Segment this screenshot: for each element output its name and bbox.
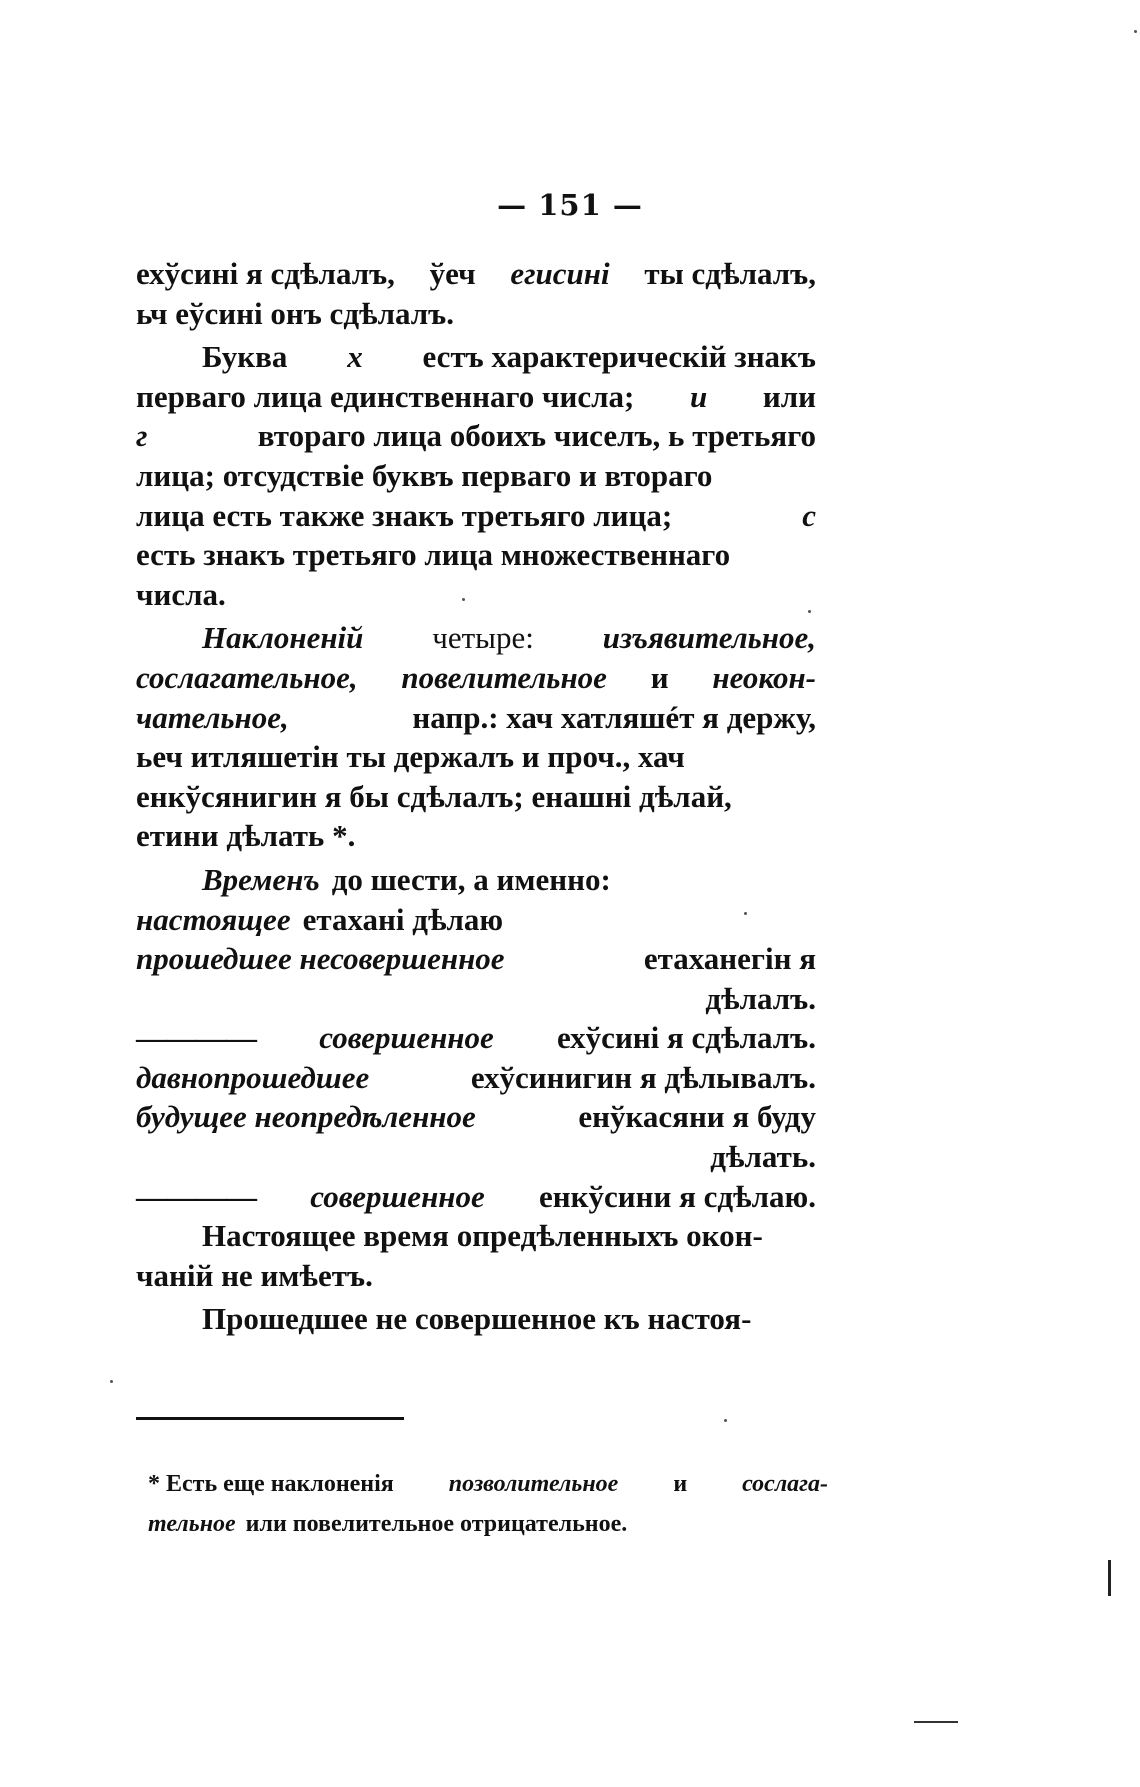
text-line: [136, 658, 816, 698]
italic-term: г: [136, 418, 148, 454]
text-fragment: ьч еўсині онъ сдѣлалъ.: [136, 295, 454, 331]
page-number: — 151 —: [497, 188, 643, 222]
text-line: [136, 1137, 816, 1177]
text-fragment: перваго лица единственнаго числа;: [136, 378, 635, 414]
italic-term: и: [690, 378, 708, 414]
italic-term: Временъ: [202, 861, 320, 897]
text-line: [136, 698, 816, 738]
scan-speck: [724, 1419, 727, 1422]
text-fragment: Буква: [202, 339, 288, 375]
text-fragment: естъ характерическій знакъ: [422, 339, 816, 375]
text-fragment: Прошедшее не совершенное къ настоя-: [202, 1301, 752, 1337]
text-line: [136, 1299, 816, 1339]
text-fragment: ехўсинигин я дѣлывалъ.: [470, 1059, 816, 1095]
text-line: [136, 777, 816, 817]
text-fragment: или повелительное отрицательное.: [245, 1511, 628, 1537]
italic-term: сослагательное,: [136, 659, 358, 695]
text-line: [136, 337, 816, 377]
text-fragment: или: [762, 378, 816, 414]
text-fragment: числа.: [136, 576, 226, 612]
scan-speck: [744, 912, 747, 915]
text-fragment: етаханегін я: [643, 941, 816, 977]
dash-placeholder: ————: [136, 1020, 256, 1056]
footnote-line: [148, 1504, 828, 1544]
text-fragment: етини дѣлать *.: [136, 818, 356, 854]
scan-speck: [462, 598, 465, 601]
text-line: [136, 1216, 816, 1256]
italic-term: тельное: [148, 1511, 236, 1537]
italic-term: прошедшее несовершенное: [136, 941, 505, 977]
text-line: [136, 294, 816, 334]
text-line: [136, 1058, 816, 1098]
margin-rule: [914, 1721, 958, 1723]
dash-placeholder: ————: [136, 1178, 256, 1214]
text-fragment: лица есть также знакъ третьяго лица;: [136, 497, 673, 533]
margin-mark: [1108, 1560, 1111, 1596]
italic-term: сослага-: [742, 1471, 828, 1497]
text-fragment: етахані дѣлаю: [302, 901, 504, 937]
italic-term: х: [347, 339, 363, 375]
text-fragment: до шести, а именно:: [331, 861, 611, 897]
text-fragment: чаній не имѣетъ.: [136, 1257, 373, 1293]
text-line: [136, 535, 816, 575]
scan-speck: [808, 610, 811, 613]
text-fragment: * Есть еще наклоненія: [148, 1471, 394, 1497]
text-fragment: ехўсині я сдѣлалъ,: [136, 256, 395, 291]
text-fragment: ехўсині я сдѣлалъ.: [557, 1020, 816, 1056]
text-line: [136, 1018, 816, 1058]
text-fragment: ты сдѣлалъ,: [644, 256, 816, 291]
text-line: [136, 816, 816, 856]
italic-term: настоящее: [136, 901, 291, 937]
main-text: [136, 254, 816, 1339]
text-fragment: енкўсини я сдѣлаю.: [539, 1178, 816, 1214]
scan-speck: [110, 1380, 113, 1383]
italic-term: изъявительное,: [602, 620, 816, 656]
footnote-line: [148, 1464, 828, 1504]
text-fragment: лица; отсудствіе буквъ перваго и втораго: [136, 457, 713, 493]
text-fragment: и: [650, 659, 669, 695]
italic-term: егисині: [510, 256, 610, 291]
italic-term: повелительное: [401, 659, 607, 695]
text-fragment: есть знакъ третьяго лица множественнаго: [136, 537, 731, 573]
text-fragment: втораго лица обоихъ чиселъ, ь третьяго: [257, 418, 816, 454]
text-fragment: енкўсянигин я бы сдѣлалъ; енашні дѣлай,: [136, 778, 732, 814]
footnote: [148, 1464, 828, 1544]
text-fragment: четыре:: [432, 620, 534, 656]
text-line: [136, 737, 816, 777]
text-fragment: ьеч итляшетін ты держалъ и проч., хач: [136, 739, 685, 775]
text-line: [136, 618, 816, 658]
scan-speck: [1134, 30, 1137, 33]
text-line: [136, 860, 816, 900]
text-line: [136, 1177, 816, 1217]
text-fragment: напр.: хач хатляшéт я держу,: [412, 699, 816, 735]
text-fragment: ўеч: [429, 256, 476, 291]
text-line: [136, 575, 816, 615]
text-line: [136, 1256, 816, 1296]
italic-term: с: [802, 497, 816, 533]
text-line: [136, 939, 816, 979]
footnote-divider: [136, 1417, 404, 1420]
italic-term: чательное,: [136, 699, 289, 735]
text-line: [136, 979, 816, 1019]
italic-term: Наклоненій: [202, 620, 364, 656]
text-fragment: Настоящее время опредѣленныхъ окон-: [202, 1218, 763, 1254]
text-fragment: енўкасяни я буду: [578, 1099, 816, 1135]
italic-term: совершенное: [319, 1020, 494, 1056]
text-line: [136, 254, 816, 294]
italic-term: давнопрошедшее: [136, 1059, 370, 1095]
text-line: [136, 1097, 816, 1137]
text-line: [136, 377, 816, 417]
text-fragment: дѣлалъ.: [705, 980, 816, 1016]
text-fragment: дѣлать.: [710, 1139, 816, 1175]
text-line: [136, 496, 816, 536]
text-line: [136, 416, 816, 456]
text-fragment: и: [673, 1471, 688, 1497]
text-line: [136, 456, 816, 496]
italic-term: позволительное: [448, 1471, 619, 1497]
italic-term: будущее неопредѣленное: [136, 1099, 476, 1135]
italic-term: неокон-: [712, 659, 816, 695]
text-line: [136, 900, 816, 940]
italic-term: совершенное: [310, 1178, 485, 1214]
